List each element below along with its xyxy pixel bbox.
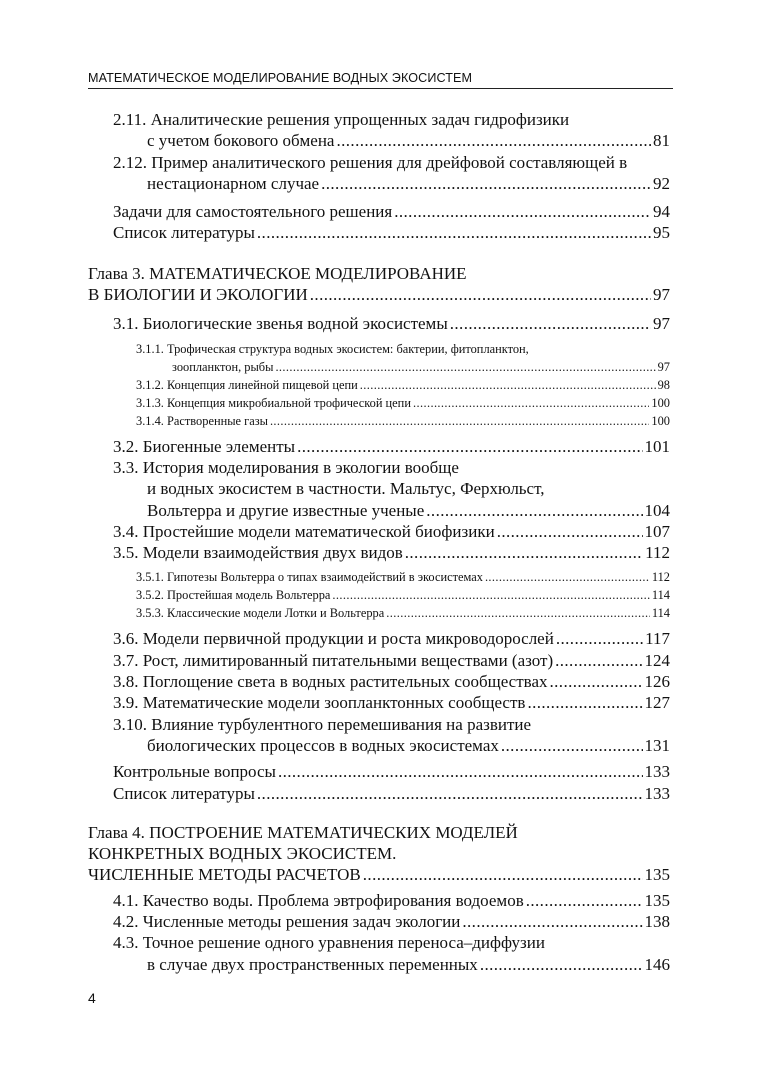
- toc-entry: [88, 568, 670, 586]
- entry-title: Список литературы: [113, 783, 255, 803]
- entry-title: Контрольные вопросы: [113, 762, 276, 782]
- entry-page-number: 112: [645, 543, 670, 563]
- toc-entry: [88, 714, 670, 757]
- entry-page-number: 112: [651, 570, 670, 585]
- entry-title: Глава 3. МАТЕМАТИЧЕСКОЕ МОДЕЛИРОВАНИЕ: [88, 263, 467, 283]
- dot-leader: [426, 500, 642, 521]
- entry-title: нестационарном случае: [147, 173, 320, 193]
- toc-entry: [88, 671, 670, 692]
- entry-page-number: 133: [644, 762, 670, 782]
- toc-line: [88, 586, 670, 604]
- dot-leader: [462, 911, 642, 932]
- entry-title: 2.12. Пример аналитического решения для дрейфовой составляющей в: [113, 152, 628, 172]
- toc-entry: [88, 457, 670, 521]
- entry-page-number: 135: [644, 865, 670, 885]
- entry-title: 3.7. Рост, лимитированный питательными веществами (азот): [113, 650, 554, 670]
- toc-entry: [88, 201, 670, 222]
- dot-leader: [526, 890, 643, 911]
- toc-line: [88, 650, 670, 671]
- toc-line: [88, 284, 670, 305]
- toc-line: [88, 628, 670, 649]
- toc-line: [88, 542, 670, 563]
- toc-entry: [88, 586, 670, 604]
- entry-page-number: 114: [651, 588, 670, 603]
- entry-title: 3.8. Поглощение света в водных растительных сообществах: [113, 672, 548, 692]
- toc-line: [88, 843, 670, 864]
- toc-entry: [88, 340, 670, 376]
- toc-line: [88, 735, 670, 756]
- entry-page-number: 101: [644, 436, 670, 456]
- toc-entry: [88, 650, 670, 671]
- toc-line: [88, 568, 670, 586]
- dot-leader: [480, 954, 643, 975]
- entry-page-number: 135: [644, 890, 670, 910]
- entry-page-number: 127: [644, 693, 670, 713]
- dot-leader: [555, 650, 642, 671]
- entry-page-number: 107: [644, 521, 670, 541]
- dot-leader: [275, 358, 655, 376]
- entry-page-number: 138: [644, 912, 670, 932]
- toc-line: [88, 436, 670, 457]
- toc-group: [88, 568, 670, 622]
- dot-leader: [394, 201, 651, 222]
- toc-entry: [88, 890, 670, 911]
- toc-entry: [88, 109, 670, 152]
- toc-line: [88, 457, 670, 478]
- entry-title: 3.4. Простейшие модели математической биофизики: [113, 521, 495, 541]
- toc-line: [88, 954, 670, 975]
- entry-page-number: 146: [644, 954, 670, 974]
- toc-line: [88, 761, 670, 782]
- toc-group: [88, 263, 670, 306]
- entry-title: биологических процессов в водных экосистемах: [147, 735, 499, 755]
- dot-leader: [363, 864, 643, 885]
- toc-line: [88, 714, 670, 735]
- dot-leader: [278, 761, 643, 782]
- entry-title: 4.3. Точное решение одного уравнения переноса–диффузии: [113, 933, 545, 953]
- toc-group: [88, 822, 670, 886]
- entry-title: Список литературы: [113, 223, 255, 243]
- entry-page-number: 97: [653, 285, 670, 305]
- toc-group: [88, 890, 670, 975]
- dot-leader: [450, 313, 651, 334]
- dot-leader: [297, 436, 642, 457]
- running-header: МАТЕМАТИЧЕСКОЕ МОДЕЛИРОВАНИЕ ВОДНЫХ ЭКОСИСТЕМ: [88, 68, 673, 89]
- toc-group: [88, 340, 670, 430]
- toc-line: [88, 201, 670, 222]
- entry-title: 3.5. Модели взаимодействия двух видов: [113, 543, 403, 563]
- toc-line: [88, 313, 670, 334]
- entry-title: 3.1.3. Концепция микробиальной трофической цепи: [136, 395, 411, 410]
- entry-title: 4.2. Численные методы решения задач экологии: [113, 912, 461, 932]
- toc-line: [88, 864, 670, 885]
- entry-page-number: 100: [651, 413, 670, 428]
- toc-line: [88, 932, 670, 953]
- toc-line: [88, 671, 670, 692]
- entry-title: 3.3. История моделирования в экологии вообще: [113, 457, 459, 477]
- toc-entry: [88, 822, 670, 886]
- entry-title: 3.1.4. Растворенные газы: [136, 413, 268, 428]
- toc-entry: [88, 628, 670, 649]
- toc-line: [88, 604, 670, 622]
- toc-line: [88, 263, 670, 284]
- toc-line: [88, 783, 670, 804]
- entry-page-number: 133: [644, 783, 670, 803]
- dot-leader: [485, 568, 650, 586]
- entry-page-number: 97: [657, 359, 670, 374]
- entry-title: 4.1. Качество воды. Проблема эвтрофирования водоемов: [113, 890, 524, 910]
- entry-page-number: 81: [653, 131, 670, 151]
- entry-title: 3.1. Биологические звенья водной экосистемы: [113, 314, 448, 334]
- toc-line: [88, 358, 670, 376]
- entry-page-number: 94: [653, 202, 670, 222]
- toc-line: [88, 412, 670, 430]
- entry-page-number: 97: [653, 314, 670, 334]
- toc-entry: [88, 692, 670, 713]
- toc-group: [88, 436, 670, 564]
- dot-leader: [386, 604, 650, 622]
- dot-leader: [497, 521, 643, 542]
- toc-entry: [88, 932, 670, 975]
- entry-title: 3.5.1. Гипотезы Вольтерра о типах взаимодействий в экосистемах: [136, 570, 483, 585]
- entry-title: В БИОЛОГИИ И ЭКОЛОГИИ: [88, 285, 308, 305]
- toc-entry: [88, 412, 670, 430]
- toc-line: [88, 152, 670, 173]
- entry-title: 2.11. Аналитические решения упрощенных задач гидрофизики: [113, 110, 570, 129]
- entry-page-number: 100: [651, 395, 670, 410]
- toc-group: [88, 201, 670, 244]
- entry-title: с учетом бокового обмена: [147, 131, 335, 151]
- entry-title: Глава 4. ПОСТРОЕНИЕ МАТЕМАТИЧЕСКИХ МОДЕЛЕЙ: [88, 822, 518, 842]
- toc-line: [88, 692, 670, 713]
- toc-group: [88, 628, 670, 756]
- dot-leader: [413, 394, 649, 412]
- toc-line: [88, 130, 670, 151]
- toc-entry: [88, 263, 670, 306]
- toc-line: [88, 340, 670, 358]
- toc-line: [88, 500, 670, 521]
- dot-leader: [310, 284, 651, 305]
- entry-title: зоопланктон, рыбы: [172, 359, 274, 374]
- entry-title: 3.6. Модели первичной продукции и роста микроводорослей: [113, 629, 554, 649]
- toc-line: [88, 376, 670, 394]
- entry-title: 3.9. Математические модели зоопланктонных сообществ: [113, 693, 526, 713]
- dot-leader: [556, 628, 643, 649]
- toc-line: [88, 109, 670, 130]
- entry-title: в случае двух пространственных переменных: [147, 954, 478, 974]
- toc-entry: [88, 313, 670, 334]
- entry-page-number: 131: [644, 735, 670, 755]
- entry-title: 3.5.2. Простейшая модель Вольтерра: [136, 588, 331, 603]
- toc-line: [88, 911, 670, 932]
- entry-page-number: 124: [644, 650, 670, 670]
- dot-leader: [550, 671, 643, 692]
- toc-entry: [88, 911, 670, 932]
- entry-title: Задачи для самостоятельного решения: [113, 202, 393, 222]
- entry-page-number: 104: [644, 500, 670, 520]
- entry-page-number: 92: [653, 173, 670, 193]
- toc-line: [88, 222, 670, 243]
- entry-title: 3.1.1. Трофическая структура водных экосистем: бактерии, фитопланктон,: [136, 341, 529, 356]
- toc-line: [88, 478, 670, 499]
- dot-leader: [336, 130, 651, 151]
- entry-title: 3.10. Влияние турбулентного перемешивания на развитие: [113, 714, 532, 734]
- toc-entry: [88, 436, 670, 457]
- dot-leader: [360, 376, 656, 394]
- entry-title: КОНКРЕТНЫХ ВОДНЫХ ЭКОСИСТЕМ.: [88, 844, 397, 864]
- table-of-contents: [88, 109, 670, 975]
- dot-leader: [257, 222, 651, 243]
- toc-entry: [88, 222, 670, 243]
- toc-group: [88, 313, 670, 334]
- page-number: 4: [88, 990, 96, 1006]
- toc-line: [88, 521, 670, 542]
- dot-leader: [332, 586, 649, 604]
- toc-entry: [88, 521, 670, 542]
- dot-leader: [257, 783, 643, 804]
- entry-title: ЧИСЛЕННЫЕ МЕТОДЫ РАСЧЕТОВ: [88, 865, 361, 885]
- toc-line: [88, 394, 670, 412]
- entry-page-number: 95: [653, 223, 670, 243]
- toc-entry: [88, 604, 670, 622]
- entry-page-number: 114: [651, 606, 670, 621]
- toc-entry: [88, 152, 670, 195]
- toc-group: [88, 109, 670, 194]
- entry-page-number: 126: [644, 672, 670, 692]
- dot-leader: [270, 412, 649, 430]
- toc-entry: [88, 542, 670, 563]
- entry-title: 3.5.3. Классические модели Лотки и Вольтерра: [136, 606, 385, 621]
- entry-title: 3.1.2. Концепция линейной пищевой цепи: [136, 377, 358, 392]
- dot-leader: [501, 735, 643, 756]
- entry-title: Вольтерра и другие известные ученые: [147, 500, 425, 520]
- toc-line: [88, 173, 670, 194]
- entry-page-number: 98: [657, 377, 670, 392]
- toc-line: [88, 890, 670, 911]
- dot-leader: [405, 542, 643, 563]
- toc-group: [88, 761, 670, 804]
- entry-title: и водных экосистем в частности. Мальтус, Ферхюльст,: [147, 479, 545, 499]
- toc-entry: [88, 376, 670, 394]
- entry-title: 3.2. Биогенные элементы: [113, 436, 296, 456]
- toc-entry: [88, 783, 670, 804]
- dot-leader: [527, 692, 642, 713]
- toc-line: [88, 822, 670, 843]
- dot-leader: [321, 173, 651, 194]
- toc-entry: [88, 761, 670, 782]
- entry-page-number: 117: [645, 629, 670, 649]
- toc-entry: [88, 394, 670, 412]
